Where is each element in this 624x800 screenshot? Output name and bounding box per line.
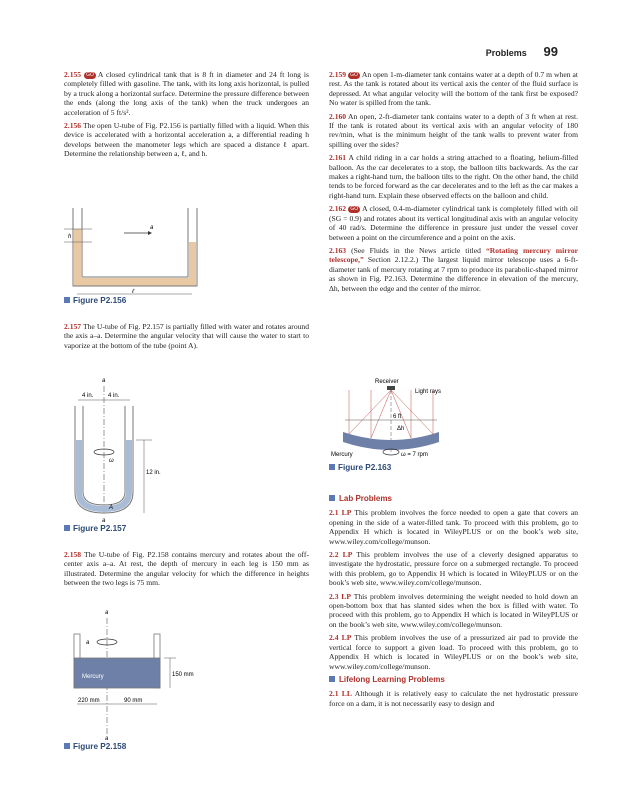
figure-p2-163: [329, 376, 578, 468]
page-header: [486, 44, 558, 59]
problem-number: 2.3 LP: [329, 591, 352, 601]
right-column: [329, 70, 578, 297]
lab-heading: [329, 494, 578, 503]
problem-2-157: [64, 322, 309, 350]
l-label: ℓ: [132, 289, 134, 295]
problem-2-162: [329, 204, 578, 242]
depth-label: 150 mm: [172, 672, 194, 678]
axis-top-label: a: [102, 378, 106, 384]
problem-number: 2.161: [329, 153, 347, 163]
bottom-liquid: [74, 278, 196, 286]
problem-2-161: [329, 153, 578, 200]
axis-bottom-label: a: [105, 736, 109, 742]
lab-problem-1: [329, 508, 578, 546]
omega-label: ω = 7 rpm: [401, 452, 428, 458]
axis-top-label: a: [105, 610, 109, 616]
caption-p2-156: [64, 296, 126, 305]
problem-number: 2.155: [64, 70, 82, 79]
left-leg-liquid: [74, 229, 81, 284]
problem-number: 2.156: [64, 121, 82, 131]
problem-text: The U-tube of Fig. P2.157 is partially filled with water and rotates around the axis a–a. Determine the angular velocity that will cause the water to start to vaporize at the bottom of the tube (point A).: [64, 322, 310, 350]
section-title: Problems: [485, 48, 527, 58]
problem-text-b: Section 2.12.2.) The largest liquid mirror telescope uses a 6-ft-diameter tank of mercury rotating at 7 rpm to produce its parabolic-shaped mirror as shown in Fig. P2.163. Determine the difference in elevation of the mercury, Δh, between the edge and the center of the mirror.: [329, 255, 578, 293]
go-tutorial-badge: GO: [350, 72, 358, 78]
mercury-body: [74, 658, 160, 688]
width-right-label: 4 in.: [108, 393, 120, 399]
lab-heading-text: Lab Problems: [339, 494, 392, 503]
problem-number: 2.157: [64, 322, 82, 331]
a-label: a: [150, 225, 154, 231]
mercury-label: Mercury: [82, 674, 104, 680]
lab-problem-2: [329, 550, 578, 588]
problem-number: 2.2 LP: [329, 550, 353, 560]
problem-text: A closed, 0.4-m-diameter cylindrical tank is completely filled with oil (SG = 0.9) and rotates about its vertical longitudinal axis with an angular velocity of 40 rad/s. Determine the difference in pressure just under the vessel cover between a point on the circumference and a point on the axis.: [329, 204, 579, 242]
problem-2-157-block: [64, 322, 309, 354]
problem-2-160: [329, 112, 578, 150]
problem-2-155: [64, 70, 309, 117]
problem-text: A closed cylindrical tank that is 8 ft in diameter and 24 ft long is completely filled with gasoline. The tank, with its long axis horizontal, is pulled by a truck along a horizontal surface. Determine the pressure difference between the ends (along the long axis of the tank) when the truck undergoes an acceleration of 5 ft/s².: [64, 70, 309, 117]
problem-text: The open U-tube of Fig. P2.156 is partially filled with a liquid. When this device is accelerated with a horizontal acceleration a, a differential reading h develops between the manometer legs which are spaced a distance ℓ apart. Determine the relationship between a, ℓ, and h.: [64, 121, 309, 159]
problem-text: The U-tube of Fig. P2.158 contains mercury and rotates about the off-center axis a–a. At rest, the depth of mercury in each leg is 150 mm as illustrated. Determine the angular velocity for which the difference in heights between the two legs is 75 mm.: [64, 550, 309, 588]
problem-2-158: [64, 550, 309, 588]
problem-text-a: (See Fluids in the News article titled: [351, 245, 486, 255]
lifelong-heading-text: Lifelong Learning Problems: [339, 674, 445, 684]
problem-text: An open, 2-ft-diameter tank contains water to a depth of 3 ft when at rest. If the tank is rotated about its vertical axis with an angular velocity of 180 rev/min, what is the minimum height of the tank walls to prevent water from spilling over the sides?: [329, 111, 578, 149]
lifelong-problem-1: [329, 689, 578, 708]
page-number: 99: [543, 44, 558, 59]
right-leg-water: [126, 440, 132, 492]
distance-left-label: 220 mm: [78, 698, 100, 704]
rotating-u-tube-diagram: [64, 376, 309, 524]
light-rays-label: Light rays: [415, 389, 442, 395]
accel-arrowhead: [148, 231, 152, 235]
tube-outer: [73, 208, 197, 286]
figure-p2-157: [64, 376, 309, 524]
caption-text: Figure P2.158: [73, 742, 127, 751]
receiver: [387, 386, 395, 390]
go-tutorial-badge: GO: [350, 206, 359, 213]
delta-h-label: Δh: [397, 426, 405, 432]
problem-number: 2.160: [329, 111, 347, 121]
problem-number: 2.158: [64, 550, 82, 559]
mercury-label: Mercury: [331, 452, 353, 458]
problem-text: This problem involves the force needed to open a gate that covers an opening in the side of a water-filled tank. To proceed with this problem, go to Appendix H which is located in WileyPLUS or on the book’s web site, www.wiley.com/college/munson.: [329, 508, 578, 546]
distance-right-label: 90 mm: [124, 698, 143, 704]
h-label: h: [68, 234, 72, 240]
left-leg-water: [76, 440, 82, 492]
problem-2-156: [64, 121, 309, 159]
problem-number: 2.1 LL: [329, 689, 352, 699]
caption-p2-157: [64, 524, 126, 533]
problem-text: This problem involves determining the weight needed to hold down an open-bottom box that has slanted sides when the box is filled with water. To proceed with this problem, go to Appendix H which is located in WileyPLUS or on the book’s web site, www.wiley.com/college/munson.: [329, 591, 578, 629]
problem-number: 2.163: [329, 245, 347, 255]
caption-text: Figure P2.163: [338, 463, 392, 472]
caption-text: Figure P2.157: [73, 524, 127, 533]
problem-2-158-block: [64, 550, 309, 592]
caption-p2-158: [64, 742, 126, 751]
width-left-label: 4 in.: [82, 393, 94, 399]
u-tube-diagram: [64, 206, 309, 306]
problem-text: Although it is relatively easy to calculate the net hydrostatic pressure force on a dam, it is not necessarily easy to design and: [329, 689, 578, 708]
mercury-telescope-diagram: [329, 376, 578, 468]
tube-inner: [82, 208, 188, 277]
problem-number: 2.162: [329, 204, 347, 214]
diameter-label: 6 ft: [393, 414, 402, 420]
lab-problem-3: [329, 592, 578, 630]
lab-section: [329, 490, 578, 712]
lab-problem-4: [329, 633, 578, 671]
go-tutorial-badge: GO: [86, 72, 94, 78]
caption-text: Figure P2.156: [73, 296, 127, 305]
problem-text: This problem involves the use of a cleverly designed apparatus to investigate the hydrostatic, pressure force on a submerged rectangle. To proceed with this problem, go to Appendix H which is located in WileyPLUS or on the book’s web site, www.wiley.com/college/munson.: [329, 550, 578, 588]
problem-number: 2.4 LP: [329, 633, 352, 643]
caption-p2-163: [329, 463, 391, 472]
problem-2-159: [329, 70, 578, 108]
article-title: “Rotating mercury mirror telescope,”: [329, 245, 578, 265]
problem-number: 2.1 LP: [329, 508, 352, 518]
mercury-u-tube-diagram: [64, 606, 309, 742]
receiver-label: Receiver: [375, 379, 399, 385]
problem-text: An open 1-m-diameter tank contains water at a depth of 0.7 m when at rest. As the tank is rotated about its vertical axis the center of the fluid surface is depressed. At what angular velocity will the bottom of the tank first be exposed? No water is spilled from the tank.: [329, 70, 578, 108]
omega-label: ω: [109, 458, 114, 464]
problem-2-163: [329, 246, 578, 293]
right-leg-liquid: [189, 242, 196, 284]
figure-p2-156: [64, 206, 309, 306]
left-column: [64, 70, 309, 163]
point-a-label: A: [109, 505, 114, 511]
axis-side-label: a: [86, 640, 90, 646]
problem-number: 2.159: [329, 70, 347, 79]
height-label: 12 in.: [146, 470, 161, 476]
problem-text: This problem involves the use of a pressurized air pad to provide the vertical force to support a given load. To proceed with this problem, go to Appendix H which is located in WileyPLUS or on the book’s web site, www.wiley.com/college/munson.: [329, 633, 578, 671]
problem-text: A child riding in a car holds a string attached to a floating, helium-filled balloon. As the car decelerates to a stop, the balloon tilts backwards. As the car makes a right-hand turn, the balloon tilts to the right. On the other hand, the child tends to be forced forward as the car decelerates and to the left as the car makes a right-hand turn. Explain these observed effects on the balloon and child.: [329, 153, 578, 200]
figure-p2-158: [64, 606, 309, 742]
axis-bottom-label: a: [102, 518, 106, 524]
lifelong-heading: [329, 675, 578, 684]
